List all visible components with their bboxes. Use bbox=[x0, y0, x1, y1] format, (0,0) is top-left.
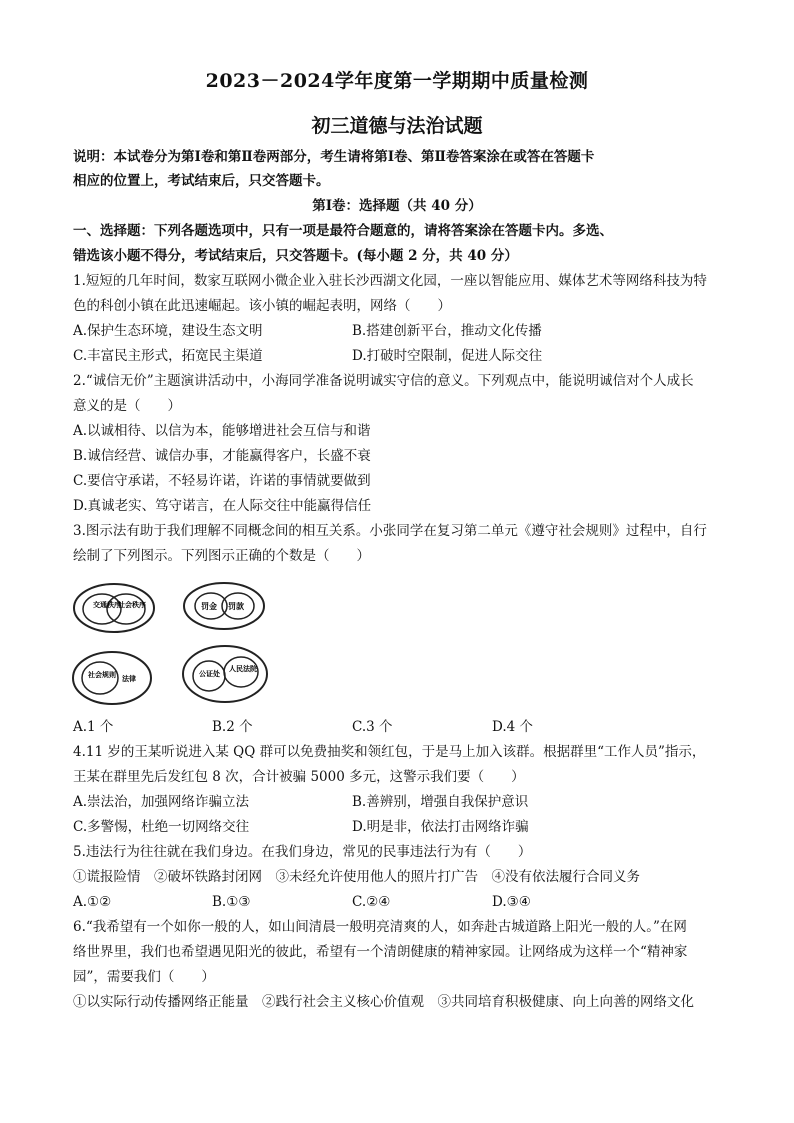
d1-right-label: 社会秩序 bbox=[118, 601, 146, 609]
d4-left-label: 公证处 bbox=[199, 670, 220, 678]
q3-stem-line-1: 3.图示法有助于我们理解不同概念间的相互关系。小张同学在复习第二单元《遵守社会规则》过程中，自行 bbox=[73, 523, 707, 539]
q2-option-d: D.真诚老实、笃守诺言，在人际交往中能赢得信任 bbox=[73, 498, 372, 514]
d4-right-label: 人民法院 bbox=[229, 665, 257, 673]
q3-option-c: C.3 个 bbox=[352, 719, 393, 735]
q1-option-b: B.搭建创新平台，推动文化传播 bbox=[352, 323, 542, 339]
q2-option-a: A.以诚相待、以信为本，能够增进社会互信与和谐 bbox=[73, 423, 371, 439]
exam-title: 2023－2024学年度第一学期期中质量检测 bbox=[205, 70, 589, 92]
diagram-2 bbox=[184, 583, 264, 629]
q2-stem-line-2: 意义的是（ ） bbox=[73, 398, 181, 414]
diagram-4 bbox=[183, 646, 267, 702]
q4-option-c: C.多警惕，杜绝一切网络交往 bbox=[73, 819, 250, 835]
q4-stem-line-2: 王某在群里先后发红包 8 次，合计被骗 5000 多元，这警示我们要（ ） bbox=[73, 769, 525, 785]
diagram-1 bbox=[74, 584, 154, 632]
q5-stem: 5.违法行为往往就在我们身边。在我们身边，常见的民事违法行为有（ ） bbox=[73, 844, 532, 860]
q4-option-a: A.崇法治，加强网络诈骗立法 bbox=[73, 794, 250, 810]
q2-option-b: B.诚信经营、诚信办事，才能赢得客户，长盛不衰 bbox=[73, 448, 371, 464]
q1-stem-line-1: 1.短短的几年时间，数家互联网小微企业入驻长沙西湖文化园，一座以智能应用、媒体艺术等网络科技为特 bbox=[73, 273, 707, 289]
q6-stem-line-1: 6.“我希望有一个如你一般的人，如山间清晨一般明亮清爽的人，如奔赴古城道路上阳光一般的人。”在网 bbox=[73, 919, 687, 935]
q5-items: ①谎报险情 ②破坏铁路封闭网 ③未经允许使用他人的照片打广告 ④没有依法履行合同义务 bbox=[73, 869, 640, 885]
q1-option-c: C.丰富民主形式，拓宽民主渠道 bbox=[73, 348, 263, 364]
q2-option-c: C.要信守承诺，不轻易许诺，许诺的事情就要做到 bbox=[73, 473, 371, 489]
d3-inner-label: 社会规则 bbox=[88, 671, 116, 679]
q5-option-d: D.③④ bbox=[492, 894, 531, 910]
q4-stem-line-1: 4.11 岁的王某听说进入某 QQ 群可以免费抽奖和领红包，于是马上加入该群。根据群里“工作人员”指示， bbox=[73, 744, 706, 760]
q5-option-a: A.①② bbox=[73, 894, 112, 910]
q1-stem-line-2: 色的科创小镇在此迅速崛起。该小镇的崛起表明，网络（ ） bbox=[73, 298, 451, 314]
section-intro-line-2: 错选该小题不得分，考试结束后，只交答题卡。(每小题 2 分，共 40 分） bbox=[73, 248, 518, 264]
q2-stem-line-1: 2.“诚信无价”主题演讲活动中，小海同学准备说明诚实守信的意义。下列观点中，能说明诚信对个人成长 bbox=[73, 373, 694, 389]
section-intro-line-1: 一、选择题：下列各题选项中，只有一项是最符合题意的，请将答案涂在答题卡内。多选、 bbox=[73, 223, 613, 239]
section-title: 第Ⅰ卷：选择题（共 40 分） bbox=[312, 198, 482, 214]
d3-outer-label: 法律 bbox=[122, 675, 136, 683]
d2-right-label: 罚款 bbox=[228, 602, 244, 611]
q6-items: ①以实际行动传播网络正能量 ②践行社会主义核心价值观 ③共同培育积极健康、向上向善的网络文化 bbox=[73, 994, 694, 1010]
d2-left-label: 罚金 bbox=[201, 602, 217, 611]
q6-stem-line-2: 络世界里，我们也希望遇见阳光的彼此，希望有一个清朗健康的精神家园。让网络成为这样一个“精神家 bbox=[73, 944, 688, 960]
q5-option-b: B.①③ bbox=[212, 894, 251, 910]
q6-stem-line-3: 园”，需要我们（ ） bbox=[73, 969, 215, 985]
diagram-3 bbox=[73, 652, 151, 704]
instructions-line-1: 说明：本试卷分为第Ⅰ卷和第Ⅱ卷两部分，考生请将第Ⅰ卷、第Ⅱ卷答案涂在或答在答题卡 bbox=[73, 149, 595, 165]
exam-subtitle: 初三道德与法治试题 bbox=[311, 115, 483, 137]
q1-option-d: D.打破时空限制，促进人际交往 bbox=[352, 348, 543, 364]
q4-option-b: B.善辨别，增强自我保护意识 bbox=[352, 794, 529, 810]
q4-option-d: D.明是非，依法打击网络诈骗 bbox=[352, 819, 529, 835]
q3-stem-line-2: 绘制了下列图示。下列图示正确的个数是（ ） bbox=[73, 548, 370, 564]
q1-option-a: A.保护生态环境，建设生态文明 bbox=[73, 323, 263, 339]
q3-option-d: D.4 个 bbox=[492, 719, 534, 735]
q3-option-a: A.1 个 bbox=[73, 719, 114, 735]
q3-concept-diagrams bbox=[68, 574, 280, 710]
instructions-line-2: 相应的位置上，考试结束后，只交答题卡。 bbox=[73, 173, 330, 189]
d1-left-label: 交通秩序 bbox=[93, 601, 121, 609]
q5-option-c: C.②④ bbox=[352, 894, 391, 910]
q3-option-b: B.2 个 bbox=[212, 719, 253, 735]
